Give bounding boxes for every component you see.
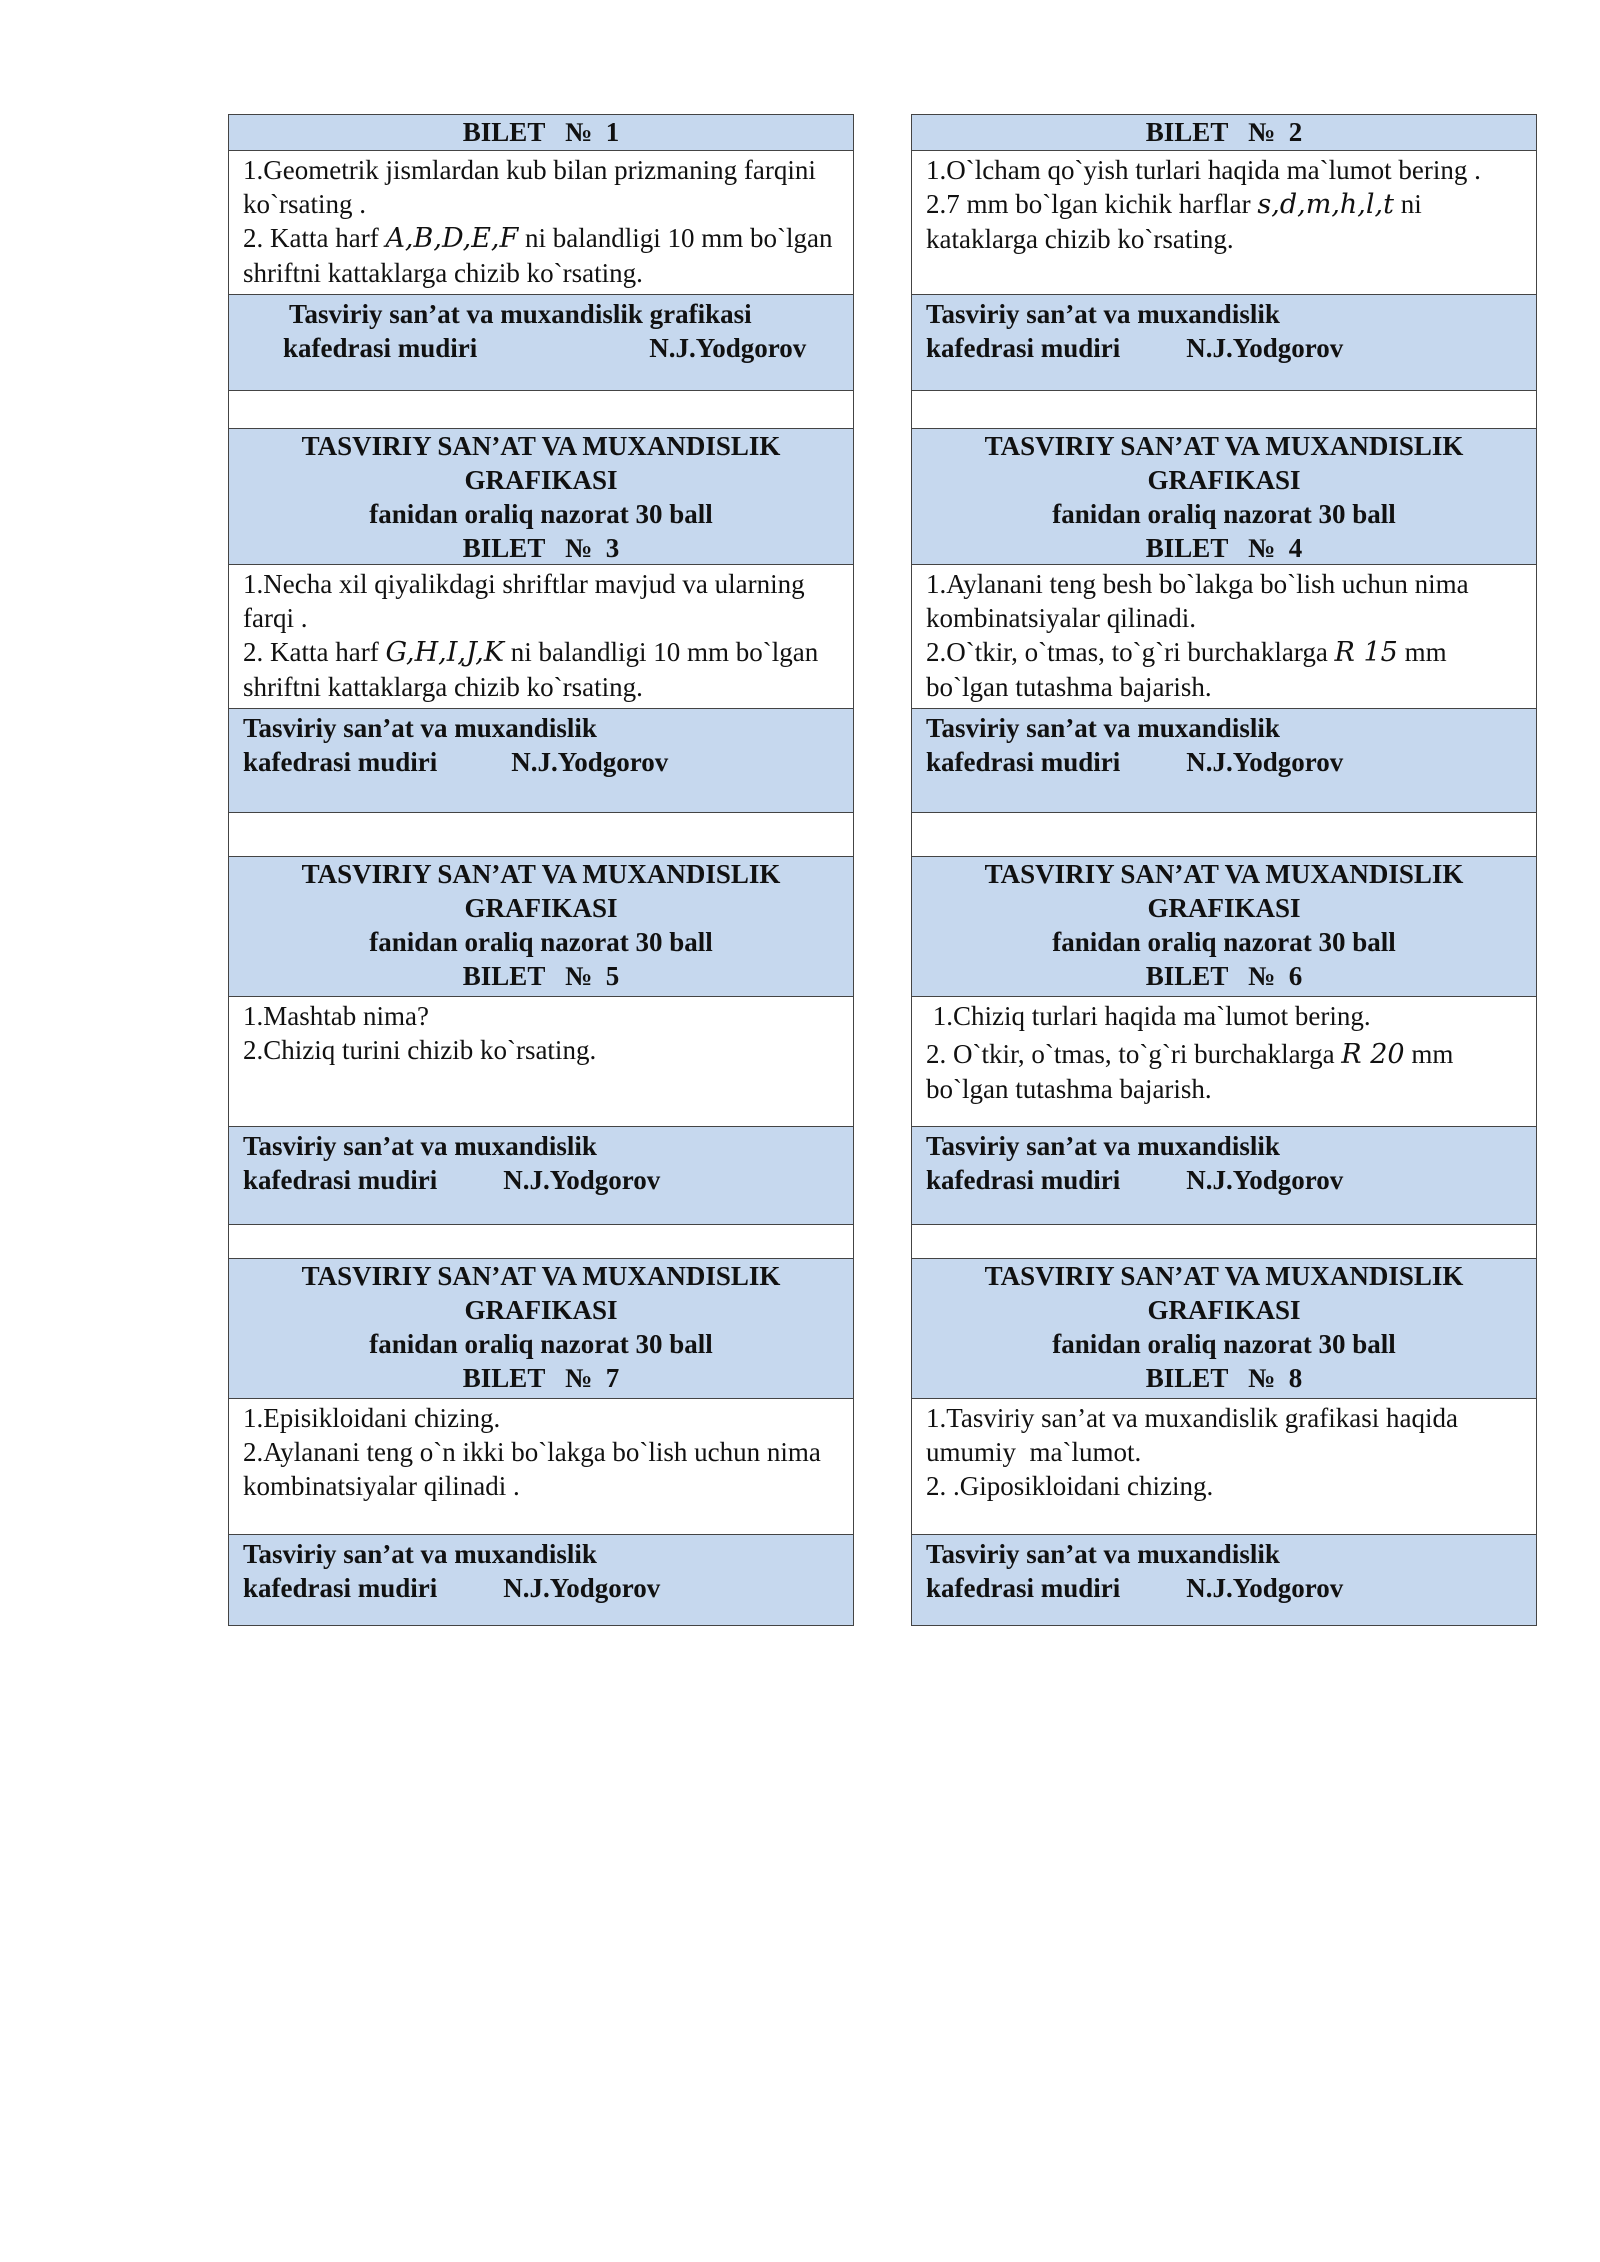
footer-signatory: N.J.Yodgorov xyxy=(503,1165,661,1195)
ticket-number: BILET № 2 xyxy=(1145,117,1303,147)
footer-signatory: N.J.Yodgorov xyxy=(503,1573,661,1603)
question-1: 1.Chiziq turlari haqida ma`lumot bering. xyxy=(926,1001,1371,1031)
ticket-8 xyxy=(911,1258,1537,1626)
footer-department: Tasviriy san’at va muxandislik xyxy=(243,713,597,743)
footer-signatory: N.J.Yodgorov xyxy=(1186,1165,1344,1195)
ticket-footer xyxy=(912,1127,1536,1225)
exam-subject: fanidan oraliq nazorat 30 ball xyxy=(369,927,713,957)
org-name-line2: GRAFIKASI xyxy=(464,465,618,495)
ticket-number: BILET № 1 xyxy=(462,117,620,147)
question-2: 2. .Giposikloidani chizing. xyxy=(926,1471,1214,1501)
footer-role: kafedrasi mudiri xyxy=(926,333,1121,363)
ticket-spacer xyxy=(229,1225,853,1259)
exam-subject: fanidan oraliq nazorat 30 ball xyxy=(369,1329,713,1359)
org-name: TASVIRIY SAN’AT VA MUXANDISLIK xyxy=(301,1261,781,1291)
footer-department: Tasviriy san’at va muxandislik xyxy=(926,1131,1280,1161)
ticket-2 xyxy=(911,114,1537,430)
footer-signatory: N.J.Yodgorov xyxy=(511,747,669,777)
footer-role: kafedrasi mudiri xyxy=(926,1573,1121,1603)
ticket-1 xyxy=(228,114,854,430)
exam-subject: fanidan oraliq nazorat 30 ball xyxy=(1052,1329,1396,1359)
question-1: 1.Geometrik jismlardan kub bilan prizmaning farqini ko`rsating . xyxy=(243,155,816,219)
ticket-3 xyxy=(228,428,854,858)
ticket-6 xyxy=(911,856,1537,1260)
ticket-footer xyxy=(912,1535,1536,1625)
ticket-questions xyxy=(912,565,1536,709)
ticket-header xyxy=(229,115,853,151)
ticket-footer xyxy=(229,1127,853,1225)
ticket-questions xyxy=(229,1399,853,1535)
footer-signatory: N.J.Yodgorov xyxy=(649,333,807,363)
question-1: 1.Tasviriy san’at va muxandislik grafikasi haqida umumiy ma`lumot. xyxy=(926,1403,1465,1467)
ticket-spacer xyxy=(229,391,853,429)
question-2: 2.Aylanani teng o`n ikki bo`lakga bo`lish uchun nima kombinatsiyalar qilinadi . xyxy=(243,1437,821,1501)
ticket-footer xyxy=(229,1535,853,1625)
ticket-questions xyxy=(229,565,853,709)
footer-signatory: N.J.Yodgorov xyxy=(1186,747,1344,777)
org-name-line2: GRAFIKASI xyxy=(464,1295,618,1325)
question-2: 2. Katta harf A,B,D,E,F ni balandligi 10 mm bo`lgan shriftni kattaklarga chizib ko`rsating. xyxy=(243,223,833,288)
ticket-header xyxy=(912,1259,1536,1399)
ticket-questions xyxy=(912,1399,1536,1535)
footer-department: Tasviriy san’at va muxandislik xyxy=(926,1539,1280,1569)
ticket-number: BILET № 7 xyxy=(462,1363,620,1393)
ticket-4 xyxy=(911,428,1537,858)
footer-role: kafedrasi mudiri xyxy=(926,747,1121,777)
ticket-questions xyxy=(912,997,1536,1127)
exam-subject: fanidan oraliq nazorat 30 ball xyxy=(1052,927,1396,957)
question-2: 2.7 mm bo`lgan kichik harflar s,d,m,h,l,t ni kataklarga chizib ko`rsating. xyxy=(926,189,1422,254)
org-name-line2: GRAFIKASI xyxy=(464,893,618,923)
footer-signatory: N.J.Yodgorov xyxy=(1186,333,1344,363)
ticket-footer xyxy=(229,295,853,391)
footer-signatory: N.J.Yodgorov xyxy=(1186,1573,1344,1603)
exam-subject: fanidan oraliq nazorat 30 ball xyxy=(1052,499,1396,529)
question-2: 2. Katta harf G,H,I,J,K ni balandligi 10 mm bo`lgan shriftni kattaklarga chizib ko`rsating. xyxy=(243,637,819,702)
ticket-number: BILET № 6 xyxy=(1145,961,1303,991)
ticket-questions xyxy=(229,151,853,295)
footer-department: Tasviriy san’at va muxandislik grafikasi xyxy=(289,299,752,329)
ticket-7 xyxy=(228,1258,854,1626)
ticket-header xyxy=(229,1259,853,1399)
org-name: TASVIRIY SAN’AT VA MUXANDISLIK xyxy=(301,859,781,889)
org-name: TASVIRIY SAN’AT VA MUXANDISLIK xyxy=(984,431,1464,461)
ticket-spacer xyxy=(912,813,1536,857)
footer-department: Tasviriy san’at va muxandislik xyxy=(926,299,1280,329)
ticket-questions xyxy=(912,151,1536,295)
question-2: 2. O`tkir, o`tmas, to`g`ri burchaklarga R 20 mm bo`lgan tutashma bajarish. xyxy=(926,1039,1454,1104)
footer-department: Tasviriy san’at va muxandislik xyxy=(243,1131,597,1161)
question-1: 1.Mashtab nima? xyxy=(243,1001,429,1031)
ticket-number: BILET № 3 xyxy=(462,533,620,563)
footer-role: kafedrasi mudiri xyxy=(243,1165,438,1195)
question-2: 2.O`tkir, o`tmas, to`g`ri burchaklarga R 15 mm bo`lgan tutashma bajarish. xyxy=(926,637,1447,702)
ticket-number: BILET № 5 xyxy=(462,961,620,991)
ticket-header xyxy=(912,429,1536,565)
org-name-line2: GRAFIKASI xyxy=(1147,1295,1301,1325)
question-1: 1.Necha xil qiyalikdagi shriftlar mavjud va ularning farqi . xyxy=(243,569,805,633)
footer-department: Tasviriy san’at va muxandislik xyxy=(243,1539,597,1569)
question-1: 1.Aylanani teng besh bo`lakga bo`lish uchun nima kombinatsiyalar qilinadi. xyxy=(926,569,1469,633)
ticket-header xyxy=(912,115,1536,151)
org-name-line2: GRAFIKASI xyxy=(1147,893,1301,923)
ticket-5 xyxy=(228,856,854,1260)
org-name: TASVIRIY SAN’AT VA MUXANDISLIK xyxy=(301,431,781,461)
ticket-header xyxy=(912,857,1536,997)
ticket-spacer xyxy=(912,1225,1536,1259)
footer-department: Tasviriy san’at va muxandislik xyxy=(926,713,1280,743)
footer-role: kafedrasi mudiri xyxy=(243,1573,438,1603)
ticket-number: BILET № 4 xyxy=(1145,533,1303,563)
ticket-header xyxy=(229,429,853,565)
org-name-line2: GRAFIKASI xyxy=(1147,465,1301,495)
question-1: 1.Episikloidani chizing. xyxy=(243,1403,501,1433)
exam-subject: fanidan oraliq nazorat 30 ball xyxy=(369,499,713,529)
ticket-questions xyxy=(229,997,853,1127)
ticket-spacer xyxy=(229,813,853,857)
footer-role: kafedrasi mudiri xyxy=(243,747,438,777)
footer-role: kafedrasi mudiri xyxy=(283,333,478,363)
org-name: TASVIRIY SAN’AT VA MUXANDISLIK xyxy=(984,859,1464,889)
question-2: 2.Chiziq turini chizib ko`rsating. xyxy=(243,1035,597,1065)
ticket-spacer xyxy=(912,391,1536,429)
ticket-footer xyxy=(912,709,1536,813)
footer-role: kafedrasi mudiri xyxy=(926,1165,1121,1195)
ticket-footer xyxy=(912,295,1536,391)
ticket-number: BILET № 8 xyxy=(1145,1363,1303,1393)
ticket-footer xyxy=(229,709,853,813)
org-name: TASVIRIY SAN’AT VA MUXANDISLIK xyxy=(984,1261,1464,1291)
question-1: 1.O`lcham qo`yish turlari haqida ma`lumot bering . xyxy=(926,155,1481,185)
ticket-header xyxy=(229,857,853,997)
